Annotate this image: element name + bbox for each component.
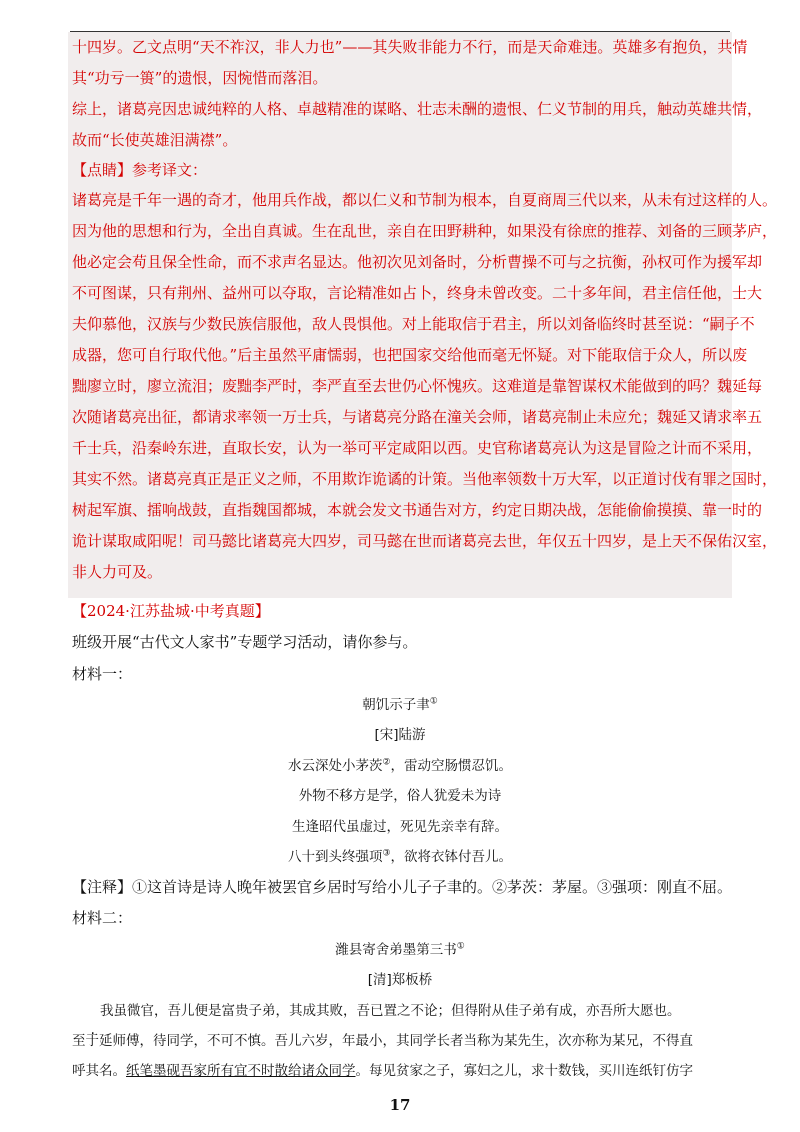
translation-line-3: 他必定会苟且保全性命，而不求声名显达。他初次见刘备时，分析曹操不可与之抗衡，孙权可作为援军却 bbox=[72, 253, 763, 271]
poem-notes: 【注释】①这首诗是诗人晚年被罢官乡居时写给小儿子子聿的。②茅茨：茅屋。③强项：刚直不屈。 bbox=[72, 878, 733, 896]
underlined-sentence: 纸笔墨砚吾家所有宜不时散给诸众同学 bbox=[126, 1063, 356, 1079]
translation-line-6: 成器，您可自行取代他。”后主虽然平庸懦弱，也把国家交给他而毫无怀疑。对下能取信于众人，所以废 bbox=[72, 346, 748, 364]
poem-title: 朝饥示子聿① bbox=[362, 696, 438, 713]
poem-author: [宋]陆游 bbox=[374, 727, 426, 743]
translation-line-5: 夫仰慕他，汉族与少数民族信服他，敌人畏惧他。对上能取信于君主，所以刘备临终时甚至说：“嗣子不 bbox=[72, 315, 755, 333]
letter-line-3: 呼其名。纸笔墨砚吾家所有宜不时散给诸众同学。每见贫家之子，寡妇之儿，求十数钱，买川连纸钉仿字 bbox=[72, 1063, 693, 1079]
emphasis-dot-char: 于 bbox=[85, 1033, 99, 1049]
translation-line-10: 其实不然。诸葛亮真正是正义之师，不用欺诈诡谲的计策。当他率领数十万大军，以正道讨伐有罪之国时， bbox=[72, 470, 778, 488]
page-number: 17 bbox=[389, 1096, 411, 1114]
material-1-label: 材料一： bbox=[72, 665, 133, 683]
material-2-label: 材料二： bbox=[72, 909, 133, 927]
letter-author: [清]郑板桥 bbox=[367, 972, 433, 988]
poem-line-3: 生逢昭代虽虚过，死见先亲幸有辞。 bbox=[292, 819, 508, 835]
poem-line-2: 外物不移方是学，俗人犹爱未为诗 bbox=[298, 788, 502, 804]
analysis-line-3: 综上，诸葛亮因忠诚纯粹的人格、卓越精准的谋略、壮志未酬的遗恨、仁义节制的用兵，触动英雄共情， bbox=[72, 100, 763, 118]
letter-line-1: 我虽微官，吾儿便是富贵子弟，其成其败，吾已置之不论；但得附从佳子弟有成，亦吾所大愿也。 bbox=[100, 1003, 681, 1019]
question-intro: 班级开展“古代文人家书”专题学习活动，请你参与。 bbox=[72, 633, 418, 651]
poem-line-4: 八十到头终强项③，欲将衣钵付吾儿。 bbox=[287, 848, 513, 865]
poem-line-1: 水云深处小茅茨②，雷动空肠惯忍饥。 bbox=[287, 757, 513, 774]
translation-line-13: 非人力可及。 bbox=[72, 563, 163, 581]
question-source: 【2024·江苏盐城·中考真题】 bbox=[72, 602, 270, 620]
translation-line-7: 黜廖立时，廖立流泪；废黜李严时，李严直至去世仍心怀愧疚。这难道是靠智谋权术能做到的吗？魏延每 bbox=[72, 377, 763, 395]
letter-line-2: 至于延师傅，待同学，不可不慎。吾儿六岁，年最小，其同学长者当称为某先生，次亦称为某兄，不得直 bbox=[72, 1033, 693, 1049]
analysis-line-4: 故而“长使英雄泪满襟”。 bbox=[72, 131, 238, 149]
translation-line-8: 次随诸葛亮出征，都请求率领一万士兵，与诸葛亮分路在潼关会师，诸葛亮制止未应允；魏延又请求率五 bbox=[72, 408, 763, 426]
letter-title: 潍县寄舍弟墨第三书① bbox=[335, 941, 465, 958]
dianjing-heading: 【点睛】参考译文： bbox=[72, 161, 208, 179]
translation-line-2: 因为他的思想和行为，全出自真诚。生在乱世，亲自在田野耕种，如果没有徐庶的推荐、刘备的三顾茅庐， bbox=[72, 222, 778, 240]
translation-line-12: 诡计谋取咸阳呢！司马懿比诸葛亮大四岁，司马懿在世而诸葛亮去世，年仅五十四岁，是上天不保佑汉室， bbox=[72, 532, 778, 550]
analysis-line-2: 其“功亏一篑”的遗恨，因惋惜而落泪。 bbox=[72, 69, 328, 87]
translation-line-11: 树起军旗、擂响战鼓，直指魏国都城，本就会发文书通告对方，约定日期决战，怎能偷偷摸摸、靠一时的 bbox=[72, 501, 763, 519]
top-rule bbox=[70, 31, 730, 32]
translation-line-9: 千士兵，沿秦岭东进，直取长安，认为一举可平定咸阳以西。史官称诸葛亮认为这是冒险之计而不采用， bbox=[72, 439, 763, 457]
translation-line-4: 不可图谋，只有荆州、益州可以夺取，言论精准如占卜，终身未曾改变。二十多年间，君主信任他，士大 bbox=[72, 284, 763, 302]
translation-line-1: 诸葛亮是千年一遇的奇才，他用兵作战，都以仁义和节制为根本，自夏商周三代以来，从未有过这样的人。 bbox=[72, 191, 778, 209]
analysis-line-1: 十四岁。乙文点明“天不祚汉，非人力也”——其失败非能力不行，而是天命难违。英雄多有抱负，共情 bbox=[72, 38, 748, 56]
